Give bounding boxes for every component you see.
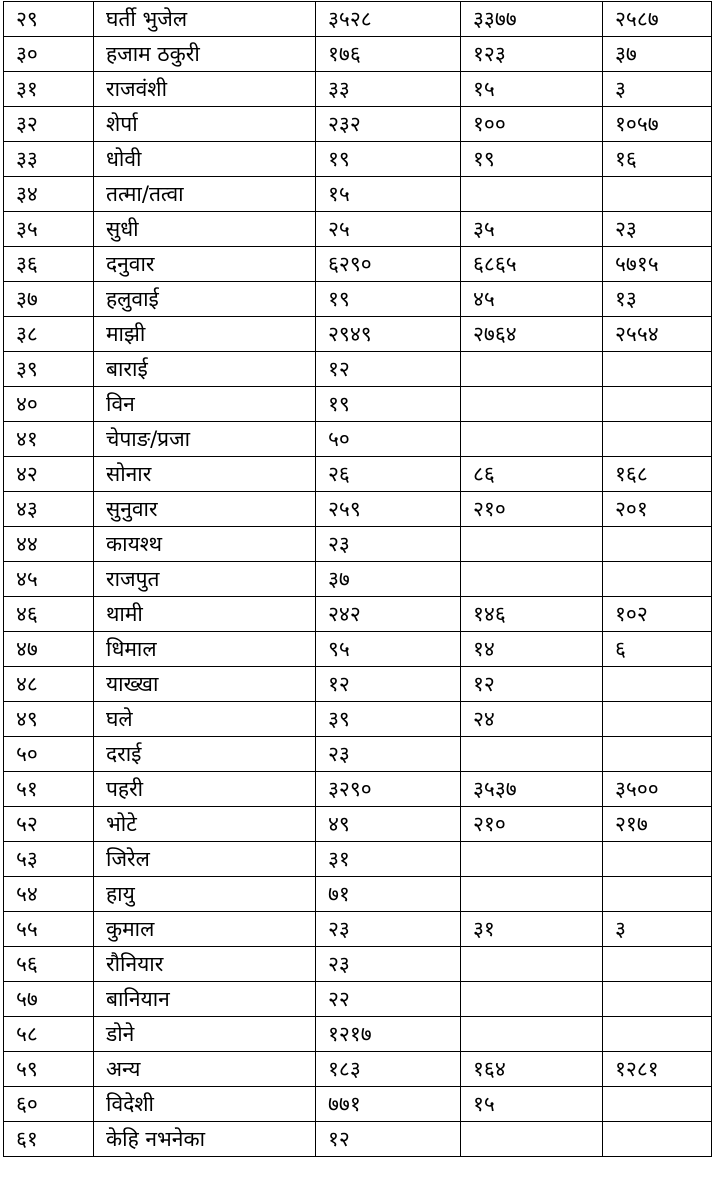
value-cell-3: १०२ [603, 597, 712, 632]
value-cell-3 [603, 177, 712, 212]
value-cell-3 [603, 947, 712, 982]
serial-number-cell: ५७ [4, 982, 94, 1017]
value-cell-2: १९ [461, 142, 603, 177]
serial-number-cell: ५५ [4, 912, 94, 947]
caste-name-cell: बाराई [94, 352, 316, 387]
value-cell-1: २३ [316, 737, 461, 772]
value-cell-1: २५९ [316, 492, 461, 527]
value-cell-3: २१७ [603, 807, 712, 842]
value-cell-1: ३२९० [316, 772, 461, 807]
value-cell-3: ३ [603, 72, 712, 107]
value-cell-3 [603, 1087, 712, 1122]
value-cell-2 [461, 527, 603, 562]
value-cell-2: ६८६५ [461, 247, 603, 282]
table-row [4, 667, 712, 702]
value-cell-2: १४ [461, 632, 603, 667]
value-cell-1: १२ [316, 352, 461, 387]
serial-number-cell: ३९ [4, 352, 94, 387]
caste-name-cell: धोवी [94, 142, 316, 177]
value-cell-2 [461, 737, 603, 772]
value-cell-3 [603, 982, 712, 1017]
value-cell-3 [603, 1122, 712, 1157]
caste-name-cell: सुधी [94, 212, 316, 247]
caste-population-table [3, 1, 712, 1157]
value-cell-1: २३ [316, 912, 461, 947]
serial-number-cell: ४७ [4, 632, 94, 667]
caste-name-cell: केहि नभनेका [94, 1122, 316, 1157]
serial-number-cell: ५१ [4, 772, 94, 807]
caste-name-cell: कायश्थ [94, 527, 316, 562]
serial-number-cell: ५९ [4, 1052, 94, 1087]
table-row [4, 352, 712, 387]
table-row [4, 527, 712, 562]
value-cell-1: १५ [316, 177, 461, 212]
caste-name-cell: सुनुवार [94, 492, 316, 527]
table-row [4, 1052, 712, 1087]
serial-number-cell: ५२ [4, 807, 94, 842]
value-cell-1: २३२ [316, 107, 461, 142]
value-cell-2: १६४ [461, 1052, 603, 1087]
value-cell-2 [461, 1017, 603, 1052]
value-cell-3 [603, 737, 712, 772]
value-cell-1: ५० [316, 422, 461, 457]
table-row [4, 37, 712, 72]
value-cell-3: ३५०० [603, 772, 712, 807]
value-cell-3 [603, 702, 712, 737]
serial-number-cell: ३० [4, 37, 94, 72]
value-cell-3: २०१ [603, 492, 712, 527]
value-cell-1: १२१७ [316, 1017, 461, 1052]
caste-name-cell: माझी [94, 317, 316, 352]
caste-name-cell: विदेशी [94, 1087, 316, 1122]
value-cell-1: ४९ [316, 807, 461, 842]
value-cell-2 [461, 562, 603, 597]
serial-number-cell: ५० [4, 737, 94, 772]
value-cell-2: ३३७७ [461, 2, 603, 37]
value-cell-1: ३९ [316, 702, 461, 737]
value-cell-1: ७७१ [316, 1087, 461, 1122]
serial-number-cell: ३४ [4, 177, 94, 212]
caste-name-cell: थामी [94, 597, 316, 632]
caste-name-cell: हायु [94, 877, 316, 912]
table-row [4, 1017, 712, 1052]
serial-number-cell: ३३ [4, 142, 94, 177]
serial-number-cell: ६१ [4, 1122, 94, 1157]
value-cell-2 [461, 842, 603, 877]
serial-number-cell: ६० [4, 1087, 94, 1122]
value-cell-1: २६ [316, 457, 461, 492]
value-cell-1: २५ [316, 212, 461, 247]
caste-name-cell: अन्य [94, 1052, 316, 1087]
value-cell-3: ३७ [603, 37, 712, 72]
table-row [4, 597, 712, 632]
value-cell-2: ३५ [461, 212, 603, 247]
caste-name-cell: भोटे [94, 807, 316, 842]
table-row [4, 282, 712, 317]
table-row [4, 982, 712, 1017]
serial-number-cell: ३५ [4, 212, 94, 247]
value-cell-2 [461, 177, 603, 212]
value-cell-3: ३ [603, 912, 712, 947]
value-cell-3 [603, 877, 712, 912]
table-body [4, 2, 712, 1157]
serial-number-cell: ४४ [4, 527, 94, 562]
serial-number-cell: ५६ [4, 947, 94, 982]
caste-name-cell: धिमाल [94, 632, 316, 667]
table-row [4, 772, 712, 807]
serial-number-cell: ४० [4, 387, 94, 422]
caste-name-cell: डोने [94, 1017, 316, 1052]
serial-number-cell: ५८ [4, 1017, 94, 1052]
caste-name-cell: दराई [94, 737, 316, 772]
value-cell-3 [603, 352, 712, 387]
value-cell-1: ३१ [316, 842, 461, 877]
value-cell-1: २३ [316, 947, 461, 982]
value-cell-3 [603, 562, 712, 597]
table-row [4, 842, 712, 877]
value-cell-2 [461, 877, 603, 912]
value-cell-2: १२३ [461, 37, 603, 72]
value-cell-1: २९४९ [316, 317, 461, 352]
table-row [4, 702, 712, 737]
value-cell-2 [461, 947, 603, 982]
value-cell-2: १५ [461, 1087, 603, 1122]
table-row [4, 807, 712, 842]
table-row [4, 632, 712, 667]
value-cell-1: ३५२८ [316, 2, 461, 37]
value-cell-2: १०० [461, 107, 603, 142]
value-cell-1: १८३ [316, 1052, 461, 1087]
caste-name-cell: कुमाल [94, 912, 316, 947]
value-cell-3 [603, 1017, 712, 1052]
table-row [4, 317, 712, 352]
value-cell-2 [461, 422, 603, 457]
serial-number-cell: ३७ [4, 282, 94, 317]
serial-number-cell: ४३ [4, 492, 94, 527]
value-cell-1: २२ [316, 982, 461, 1017]
value-cell-3: १६ [603, 142, 712, 177]
value-cell-1: ६२९० [316, 247, 461, 282]
table-row [4, 247, 712, 282]
serial-number-cell: २९ [4, 2, 94, 37]
serial-number-cell: ३६ [4, 247, 94, 282]
serial-number-cell: ३८ [4, 317, 94, 352]
caste-name-cell: हजाम ठकुरी [94, 37, 316, 72]
table-row [4, 72, 712, 107]
value-cell-2: १५ [461, 72, 603, 107]
table-row [4, 142, 712, 177]
caste-name-cell: हलुवाई [94, 282, 316, 317]
value-cell-3: १०५७ [603, 107, 712, 142]
table-row [4, 387, 712, 422]
value-cell-3 [603, 667, 712, 702]
value-cell-1: ३७ [316, 562, 461, 597]
table-row [4, 422, 712, 457]
caste-name-cell: राजवंशी [94, 72, 316, 107]
value-cell-2: २७६४ [461, 317, 603, 352]
caste-name-cell: रौनियार [94, 947, 316, 982]
value-cell-2 [461, 387, 603, 422]
value-cell-2: १४६ [461, 597, 603, 632]
value-cell-1: २३ [316, 527, 461, 562]
serial-number-cell: ३२ [4, 107, 94, 142]
serial-number-cell: ४१ [4, 422, 94, 457]
value-cell-2: ४५ [461, 282, 603, 317]
table-row [4, 912, 712, 947]
value-cell-1: १७६ [316, 37, 461, 72]
table-row [4, 177, 712, 212]
value-cell-1: ९५ [316, 632, 461, 667]
value-cell-3: २५५४ [603, 317, 712, 352]
serial-number-cell: ३१ [4, 72, 94, 107]
value-cell-3 [603, 422, 712, 457]
value-cell-2: ३५३७ [461, 772, 603, 807]
value-cell-1: ३३ [316, 72, 461, 107]
table-row [4, 1087, 712, 1122]
caste-name-cell: पहरी [94, 772, 316, 807]
caste-name-cell: जिरेल [94, 842, 316, 877]
table-row [4, 562, 712, 597]
serial-number-cell: ५३ [4, 842, 94, 877]
table-row [4, 877, 712, 912]
value-cell-1: १९ [316, 387, 461, 422]
table-row [4, 947, 712, 982]
value-cell-3: २५८७ [603, 2, 712, 37]
value-cell-3 [603, 842, 712, 877]
serial-number-cell: ४८ [4, 667, 94, 702]
value-cell-3 [603, 387, 712, 422]
value-cell-3 [603, 527, 712, 562]
table-row [4, 457, 712, 492]
serial-number-cell: ५४ [4, 877, 94, 912]
serial-number-cell: ४२ [4, 457, 94, 492]
value-cell-1: ७१ [316, 877, 461, 912]
value-cell-2: २१० [461, 492, 603, 527]
table-row [4, 212, 712, 247]
value-cell-1: १९ [316, 282, 461, 317]
value-cell-3: ५७१५ [603, 247, 712, 282]
caste-name-cell: दनुवार [94, 247, 316, 282]
value-cell-1: १२ [316, 1122, 461, 1157]
caste-name-cell: तत्मा/तत्वा [94, 177, 316, 212]
value-cell-3: १२८१ [603, 1052, 712, 1087]
caste-name-cell: घले [94, 702, 316, 737]
caste-name-cell: याख्खा [94, 667, 316, 702]
caste-name-cell: घर्ती भुजेल [94, 2, 316, 37]
table-row [4, 107, 712, 142]
caste-name-cell: विन [94, 387, 316, 422]
caste-name-cell: राजपुत [94, 562, 316, 597]
value-cell-3: १६८ [603, 457, 712, 492]
caste-name-cell: बानियान [94, 982, 316, 1017]
table-row [4, 737, 712, 772]
value-cell-3: २३ [603, 212, 712, 247]
value-cell-2 [461, 352, 603, 387]
caste-name-cell: सोनार [94, 457, 316, 492]
value-cell-3: ६ [603, 632, 712, 667]
value-cell-1: २४२ [316, 597, 461, 632]
value-cell-2: १२ [461, 667, 603, 702]
value-cell-1: १९ [316, 142, 461, 177]
table-row [4, 2, 712, 37]
caste-name-cell: शेर्पा [94, 107, 316, 142]
value-cell-2: २१० [461, 807, 603, 842]
value-cell-1: १२ [316, 667, 461, 702]
value-cell-3: १३ [603, 282, 712, 317]
value-cell-2: ३१ [461, 912, 603, 947]
value-cell-2: २४ [461, 702, 603, 737]
serial-number-cell: ४९ [4, 702, 94, 737]
table-row [4, 1122, 712, 1157]
caste-name-cell: चेपाङ/प्रजा [94, 422, 316, 457]
table-row [4, 492, 712, 527]
serial-number-cell: ४६ [4, 597, 94, 632]
value-cell-2 [461, 1122, 603, 1157]
value-cell-2 [461, 982, 603, 1017]
serial-number-cell: ४५ [4, 562, 94, 597]
value-cell-2: ८६ [461, 457, 603, 492]
